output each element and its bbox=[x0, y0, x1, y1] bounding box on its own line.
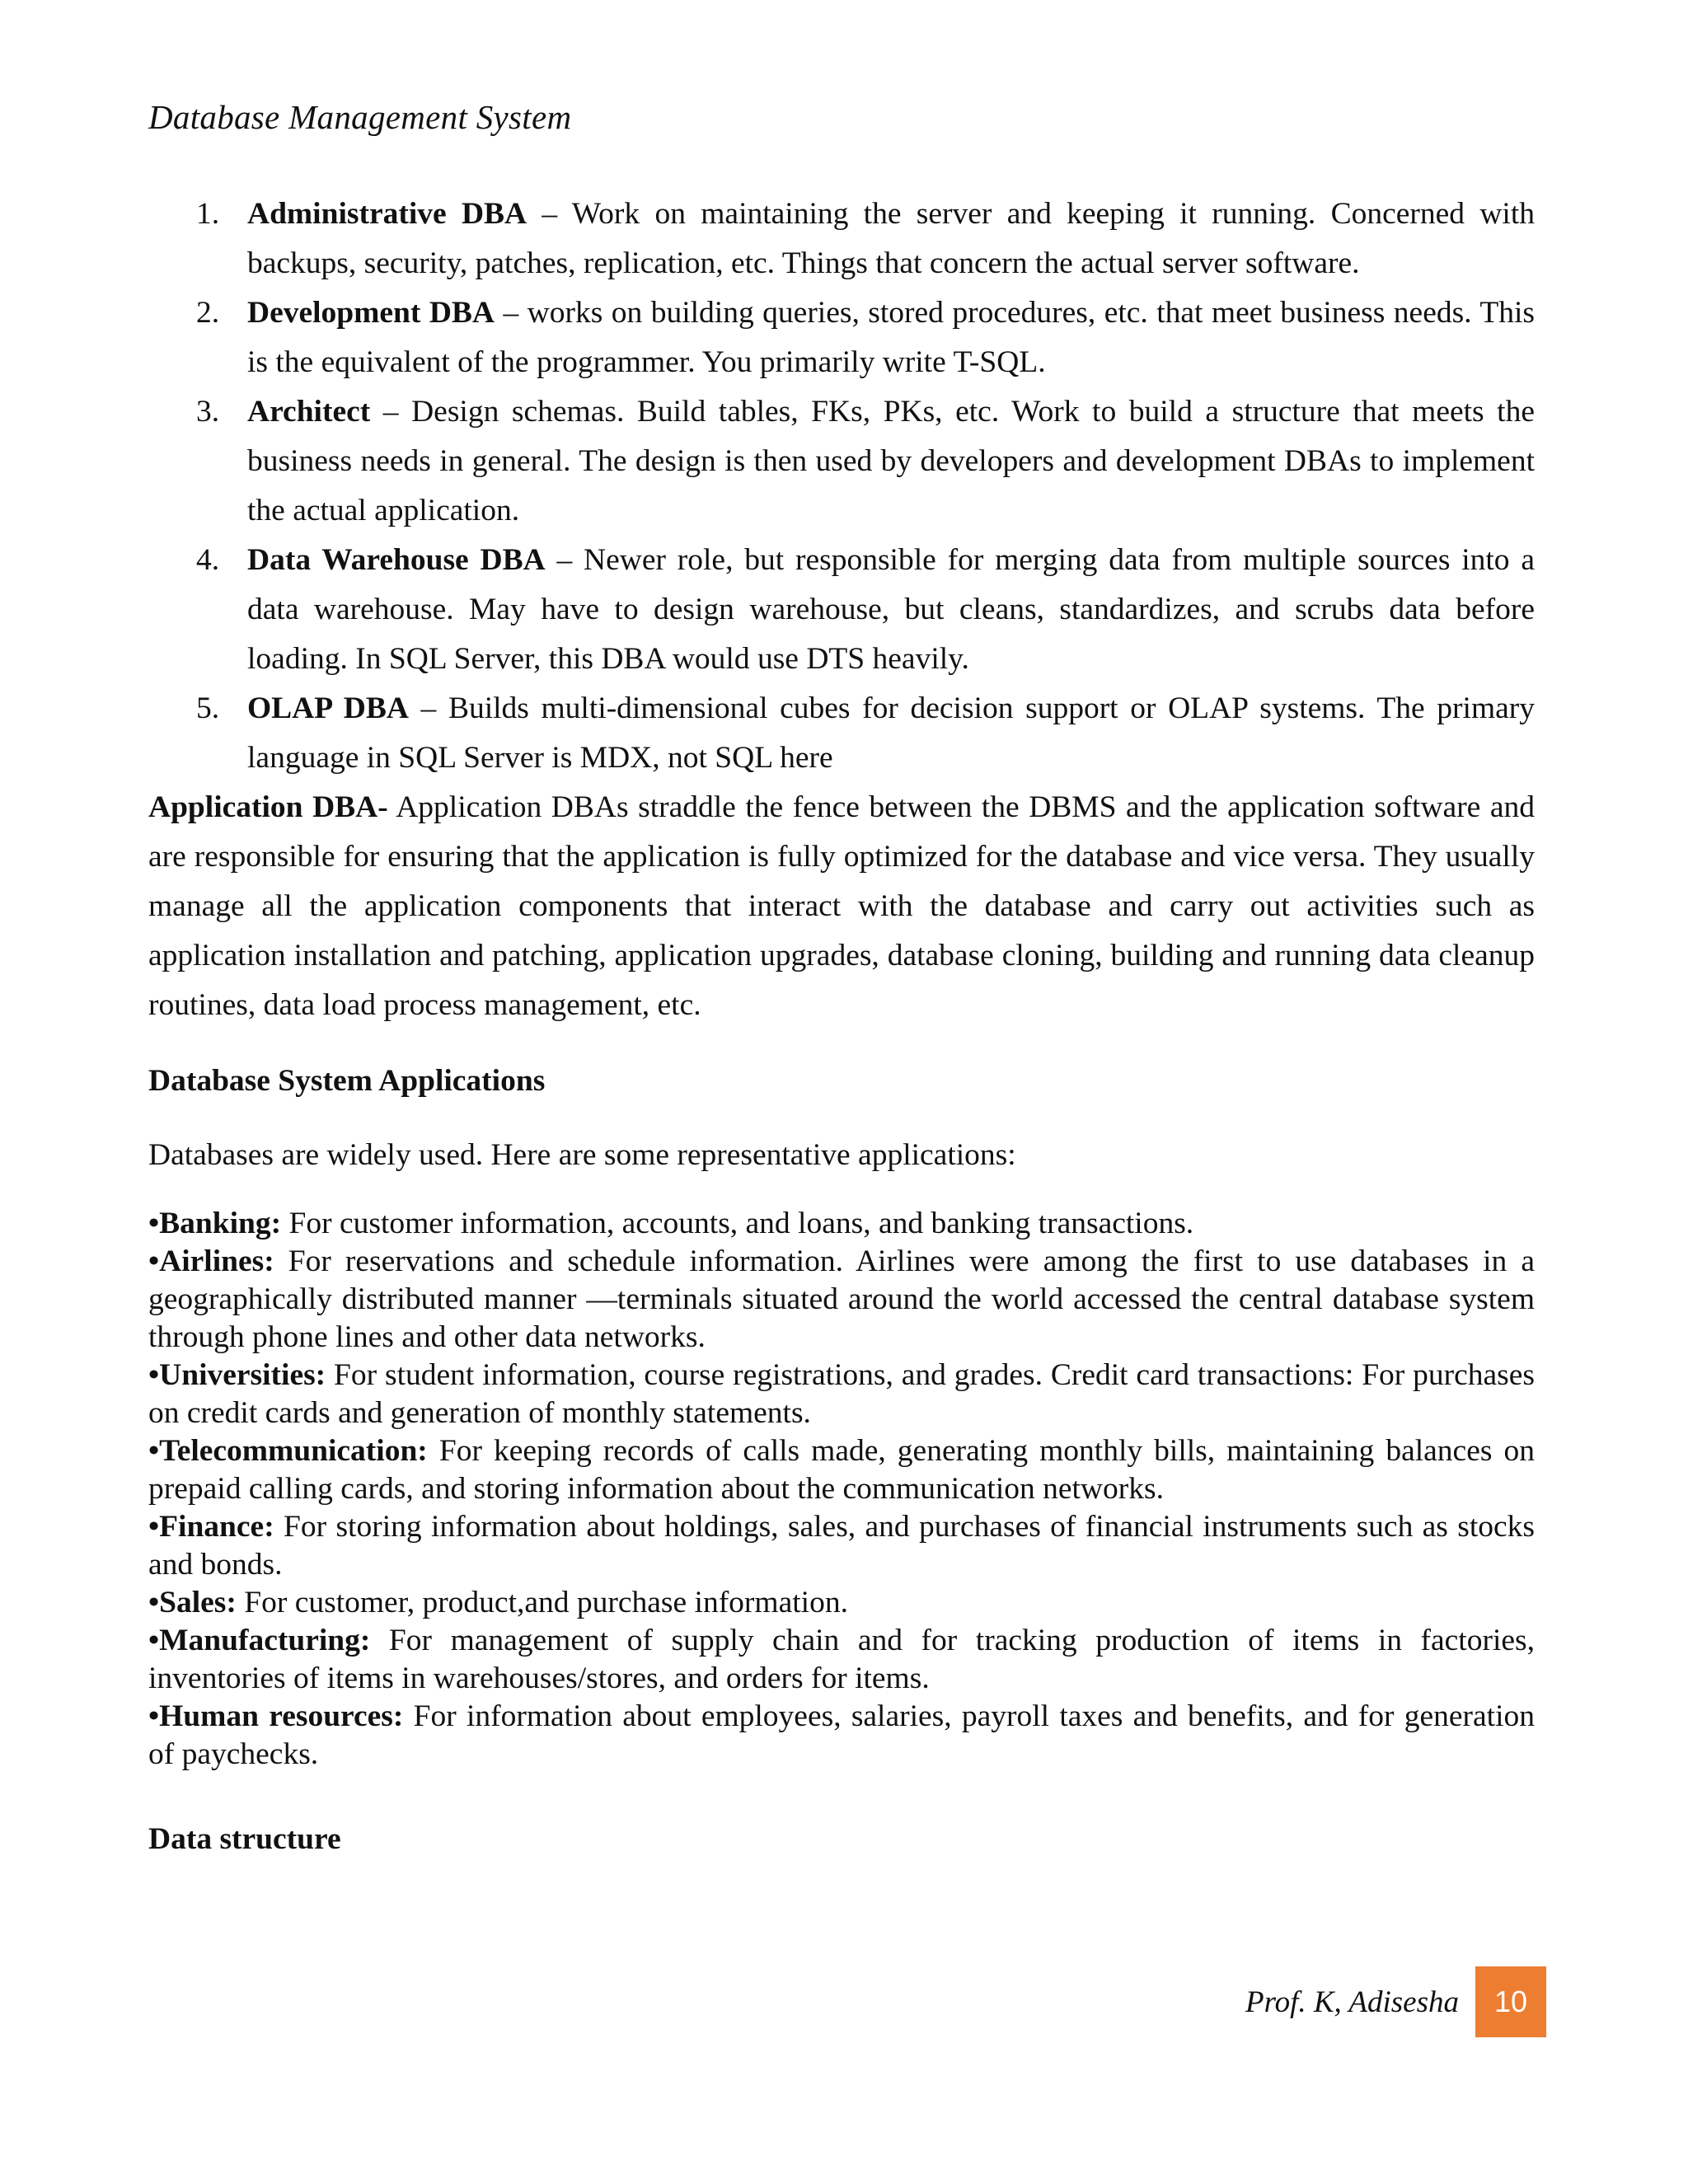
application-dba-text: Application DBAs straddle the fence between the DBMS and the application software and are responsible for ensuring that the application is fully optimized for the database and vice versa. They usually manage all the application components that interact with the database and carry out activities such as application installation and patching, application upgrades, database cloning, building and running data cleanup routines, data load process management, etc. bbox=[148, 790, 1536, 1022]
application-name: •Universities: bbox=[148, 1358, 326, 1392]
list-item bbox=[148, 387, 1535, 536]
application-dba-label: Application DBA- bbox=[148, 790, 388, 824]
list-number: 2. bbox=[196, 296, 220, 330]
application-description: For reservations and schedule information. Airlines were among the first to use databases in a geographically distributed manner —terminals situated around the world accessed the central database system through phone lines and other data networks. bbox=[148, 1244, 1535, 1354]
role-name: Development DBA bbox=[247, 296, 495, 330]
list-item bbox=[148, 536, 1535, 684]
application-name: •Human resources: bbox=[148, 1699, 404, 1733]
role-description: – Design schemas. Build tables, FKs, PKs, etc. Work to build a structure that meets the business needs in general. The design is then used by developers and development DBAs to implement the actual application. bbox=[247, 395, 1535, 527]
list-number: 5. bbox=[196, 691, 220, 725]
application-dba-paragraph bbox=[148, 783, 1535, 1030]
list-item bbox=[148, 190, 1535, 288]
page-number-badge: 10 bbox=[1475, 1966, 1546, 2037]
running-header: Database Management System bbox=[148, 98, 572, 136]
application-description: For customer information, accounts, and loans, and banking transactions. bbox=[281, 1207, 1194, 1240]
list-number: 1. bbox=[196, 197, 220, 231]
list-item bbox=[148, 288, 1535, 387]
list-item bbox=[148, 1508, 1535, 1584]
list-item bbox=[148, 1698, 1535, 1774]
application-name: •Airlines: bbox=[148, 1244, 274, 1278]
application-description: For storing information about holdings, sales, and purchases of financial instruments such as stocks and bonds. bbox=[148, 1510, 1535, 1582]
list-item bbox=[148, 1622, 1535, 1698]
list-number: 3. bbox=[196, 395, 220, 429]
application-name: •Banking: bbox=[148, 1207, 282, 1240]
role-name: Architect bbox=[247, 395, 371, 429]
list-item bbox=[148, 1357, 1535, 1432]
applications-intro: Databases are widely used. Here are some representative applications: bbox=[148, 1138, 1016, 1172]
role-description: – Newer role, but responsible for merging data from multiple sources into a data warehouse. May have to design warehouse, but cleans, standardizes, and scrubs data before loading. In SQL Server, this DBA would use DTS heavily. bbox=[247, 543, 1535, 676]
application-name: •Sales: bbox=[148, 1586, 237, 1619]
role-description: – works on building queries, stored procedures, etc. that meet business needs. This is the equivalent of the programmer. You primarily write T-SQL. bbox=[247, 296, 1535, 379]
section-heading-data-structure: Data structure bbox=[148, 1822, 341, 1856]
page-content bbox=[148, 190, 1535, 1864]
page-footer bbox=[1245, 1966, 1546, 2037]
role-name: OLAP DBA bbox=[247, 691, 409, 725]
list-item bbox=[148, 1243, 1535, 1357]
applications-list bbox=[148, 1205, 1535, 1774]
list-item bbox=[148, 1432, 1535, 1508]
role-name: Data Warehouse DBA bbox=[247, 543, 546, 577]
list-item bbox=[148, 1205, 1535, 1243]
list-item bbox=[148, 1584, 1535, 1622]
application-name: •Finance: bbox=[148, 1510, 274, 1544]
application-description: For management of supply chain and for tracking production of items in factories, inventories of items in warehouses/stores, and orders for items. bbox=[148, 1624, 1535, 1695]
dba-roles-list bbox=[148, 190, 1535, 783]
list-number: 4. bbox=[196, 543, 220, 577]
author-name: Prof. K, Adisesha bbox=[1245, 1985, 1459, 2019]
list-item bbox=[148, 684, 1535, 783]
application-description: For information about employees, salaries, payroll taxes and benefits, and for generation of paychecks. bbox=[148, 1699, 1535, 1771]
application-name: •Telecommunication: bbox=[148, 1434, 428, 1468]
role-description: – Builds multi-dimensional cubes for decision support or OLAP systems. The primary language in SQL Server is MDX, not SQL here bbox=[247, 691, 1536, 775]
section-heading-applications: Database System Applications bbox=[148, 1064, 546, 1098]
role-name: Administrative DBA bbox=[247, 197, 528, 231]
application-description: For customer, product,and purchase information. bbox=[236, 1586, 848, 1619]
application-description: For keeping records of calls made, generating monthly bills, maintaining balances on prepaid calling cards, and storing information about the communication networks. bbox=[148, 1434, 1535, 1506]
role-description: – Work on maintaining the server and keeping it running. Concerned with backups, security, patches, replication, etc. Things that concern the actual server software. bbox=[247, 197, 1535, 280]
application-name: •Manufacturing: bbox=[148, 1624, 371, 1657]
application-description: For student information, course registrations, and grades. Credit card transactions: For purchases on credit cards and generation of monthly statements. bbox=[148, 1358, 1535, 1430]
